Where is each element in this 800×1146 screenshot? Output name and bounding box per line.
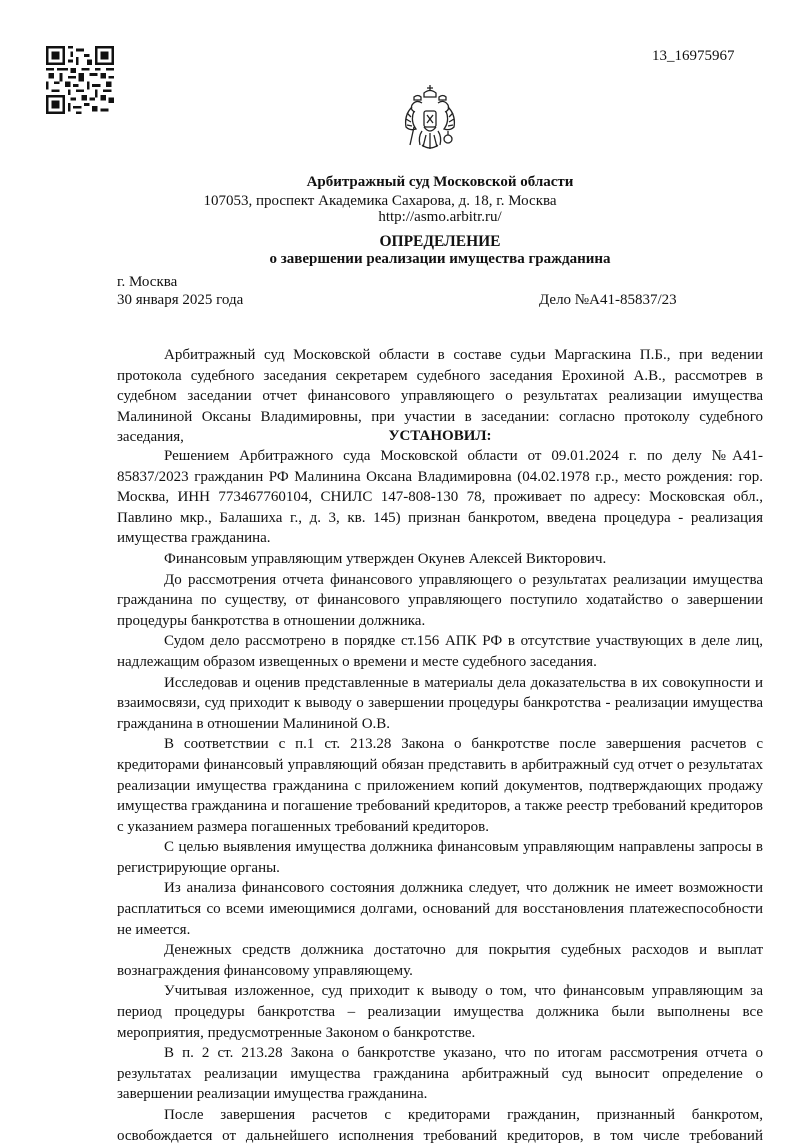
document-number: 13_16975967 — [652, 48, 735, 64]
court-address: 107053, проспект Академика Сахарова, д. 18, г. Москва — [203, 193, 557, 209]
paragraph: После завершения расчетов с кредиторами гражданин, признанный банкротом, освобождается от дальнейшего исполнения требований кредиторов, в том числе требований — [117, 1107, 763, 1144]
city: г. Москва — [117, 274, 178, 290]
case-number: Дело №А41-85837/23 — [539, 292, 677, 308]
paragraph: С целью выявления имущества должника финансовым управляющим направлены запросы в регистрирующие органы. — [117, 839, 763, 876]
document-title: ОПРЕДЕЛЕНИЕ — [379, 233, 501, 250]
paragraph: До рассмотрения отчета финансового управляющего о результатах реализации имущества гражданина по существу, от финансового управляющего поступило ходатайство о завершении процедуры банкротства в отношении должника. — [117, 571, 763, 629]
court-website: http://asmo.arbitr.ru/ — [378, 209, 502, 225]
paragraph: В соответствии с п.1 ст. 213.28 Закона о банкротстве после завершения расчетов с кредиторами финансовый управляющий обязан представить в арбитражный суд отчет о результатах реализации имущества гражданина с приложением копий документов, подтверждающих продажу имущества гражданина и погашение требований кредиторов, а также реестр требований кредиторов с указанием размера погашенных требований кредиторов. — [117, 736, 763, 835]
document-subtitle: о завершении реализации имущества гражданина — [269, 251, 611, 267]
paragraph: Решением Арбитражного суда Московской области от 09.01.2024 г. по делу №А41-85837/2023 гражданин РФ Малинина Оксана Владимировна (04.02.1978 г.р., место рождения: гор. Москва, ИНН 773467760104, СНИЛС 147-808-130 78, проживает по адресу: Московская обл., Павлино мкр., Балашиха г., д. 3, кв. 145) признан банкротом, введена процедура - реализация имущества гражданина. — [117, 448, 763, 547]
coat-of-arms-icon — [400, 83, 460, 157]
paragraph: Судом дело рассмотрено в порядке ст.156 АПК РФ в отсутствие участвующих в деле лиц, надлежащим образом извещенных о времени и месте судебного заседания. — [117, 633, 763, 670]
document-date: 30 января 2025 года — [117, 292, 244, 308]
qr-code-icon — [46, 46, 114, 114]
paragraph: Из анализа финансового состояния должника следует, что должник не имеет возможности расплатиться со всеми имеющимися долгами, оснований для восстановления платежеспособности не имеется. — [117, 880, 763, 938]
intro-paragraph: Арбитражный суд Московской области в составе судьи Маргаскина П.Б., при ведении протокола судебного заседания секретарем судебного заседания Ерохиной А.В., рассмотрев в судебном заседании отчет финансового управляющего о результатах реализации имущества Малининой Оксаны Владимировны, при участии в заседании: согласно протоколу судебного заседания, — [117, 347, 763, 446]
paragraph: В п. 2 ст. 213.28 Закона о банкротстве указано, что по итогам рассмотрения отчета о результатах реализации имущества гражданина арбитражный суд выносит определение о завершении реализации имущества гражданина. — [117, 1045, 763, 1103]
court-name: Арбитражный суд Московской области — [306, 174, 574, 190]
paragraph: Учитывая изложенное, суд приходит к выводу о том, что финансовым управляющим за период процедуры банкротства – реализации имущества должника были выполнены все мероприятия, предусмотренные Законом о банкротстве. — [117, 983, 763, 1041]
established-heading: УСТАНОВИЛ: — [388, 428, 492, 444]
paragraph: Исследовав и оценив представленные в материалы дела доказательства в их совокупности и взаимосвязи, суд приходит к выводу о завершении процедуры банкротства - реализации имущества гражданина в отношении Малининой О.В. — [117, 674, 763, 732]
paragraph: Денежных средств должника достаточно для покрытия судебных расходов и выплат вознаграждения финансовому управляющему. — [117, 942, 763, 979]
main-section — [117, 446, 763, 1146]
paragraph: Финансовым управляющим утвержден Окунев Алексей Викторович. — [164, 550, 607, 567]
